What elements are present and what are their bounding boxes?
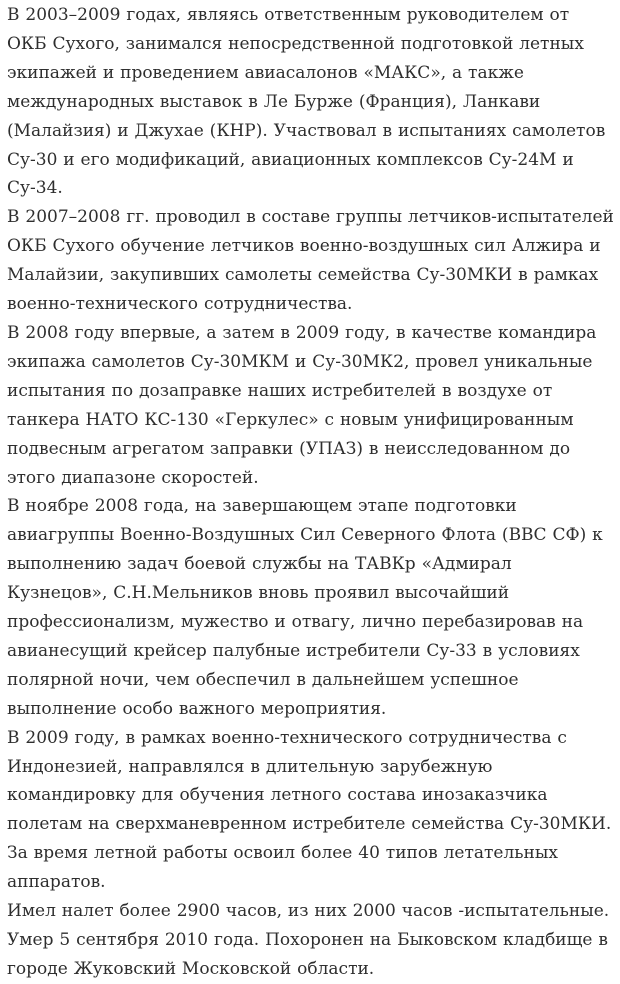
paragraph: Имел налет более 2900 часов, из них 2000 часов -испытательные. [7,901,610,922]
paragraph: За время летной работы освоил более 40 типов летательных аппаратов. [7,843,558,893]
paragraph: В 2009 году, в рамках военно-технического сотрудничества с Индонезией, направлялся в длительную зарубежную командировку для обучения летного состава инозаказчика полетам на сверхманевренном истребителе семейства Су-30МКИ. [7,727,612,835]
paragraph: В ноябре 2008 года, на завершающем этапе подготовки авиагруппы Военно-Воздушных Сил Северного Флота (ВВС СФ) к выполнению задач боевой службы на ТАВКр «Адмирал Кузнецов», С.Н.Мельников вновь проявил высочайший профессионализм, мужество и отвагу, лично перебазировав на авианесущий крейсер палубные истребители Су-33 в условиях полярной ночи, чем обеспечил в дальнейшем успешное выполнение особо важного мероприятия. [7,496,603,719]
paragraph: Умер 5 сентября 2010 года. Похоронен на Быковском кладбище в городе Жуковский Московской области. [7,930,608,979]
paragraph: В 2008 году впервые, а затем в 2009 году, в качестве командира экипажа самолетов Су-30МКМ и Су-30МК2, провел уникальные испытания по дозаправке наших истребителей в воздухе от танкера НАТО КС-130 «Геркулес» с новым унифицированным подвесным агрегатом заправки (УПАЗ) в неисследованном до этого диапазоне скоростей. [7,322,597,488]
paragraph: В 2003–2009 годах, являясь ответственным руководителем от ОКБ Сухого, занимался непосредственной подготовкой летных экипажей и проведением авиасалонов «МАКС», а также международных выставок в Ле Бурже (Франция), Ланкави (Малайзия) и Джухае (КНР). Участвовал в испытаниях самолетов Су-30 и его модификаций, авиационных комплексов Су-24М и Су-34. [7,5,606,199]
paragraph-list [7,1,614,984]
paragraph: В 2007–2008 гг. проводил в составе группы летчиков-испытателей ОКБ Сухого обучение летчиков военно-воздушных сил Алжира и Малайзии, закупивших самолеты семейства Су-30МКИ в рамках военно-технического сотрудничества. [7,207,614,315]
